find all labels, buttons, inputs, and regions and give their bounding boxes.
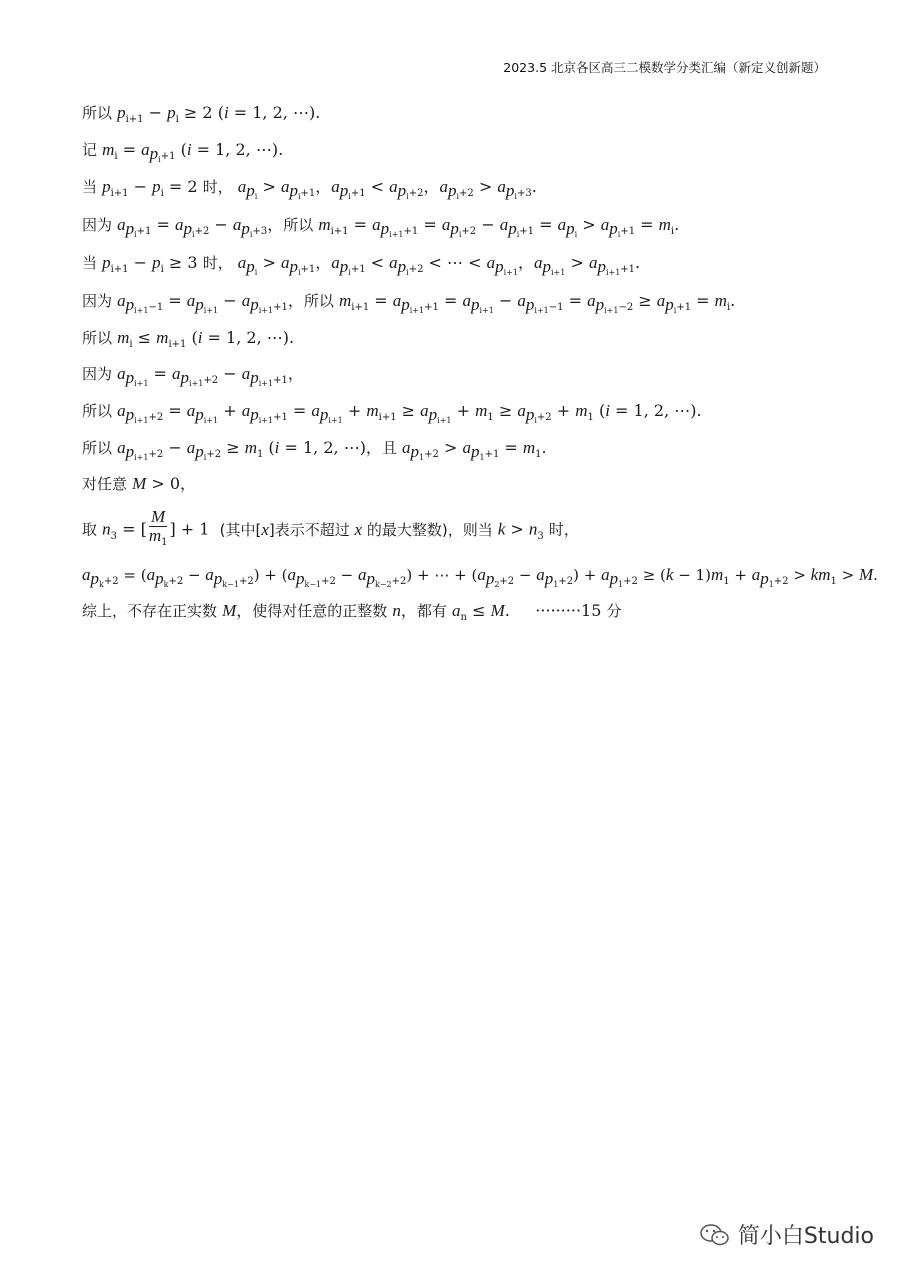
line-2: 记 $m_i = a_{p_i+1}$ (i = 1, 2, ⋯). bbox=[82, 140, 284, 165]
line-11: 对任意 M > 0， bbox=[82, 474, 197, 493]
page-header: 2023.5 北京各区高三二模数学分类汇编（新定义创新题） bbox=[503, 60, 826, 75]
line-9: 所以 $a_{p_{i+1}+2} = a_{p_{i+1}} + a_{p_{i+1}+1} = a_{p_{i+1}} + m_{i+1} \ge a_{p_{i+1}} + m_1 \ge a_{p_i+2} + m_1$ (i = 1, 2, ⋯). bbox=[82, 401, 702, 426]
line-7: 所以 $m_i \le m_{i+1}$ (i = 1, 2, ⋯). bbox=[82, 328, 295, 351]
watermark-text: 简小白Studio bbox=[737, 1224, 874, 1249]
line-12: 取 $n_3$ = [ $\frac{M}{m_1}$ ] + 1 (其中[x]表示不超过 x 的最大整数)，则当 $k > n_3$ 时， bbox=[82, 507, 579, 549]
line-14: 综上，不存在正实数 M，使得对任意的正整数 n，都有 $a_n \le M$. ·········15 分 bbox=[82, 601, 622, 624]
line-3: 当 $p_{i+1} - p_i = 2$ 时， $a_{p_i} > a_{p_i+1}$，$a_{p_i+1} < a_{p_i+2}$，$a_{p_i+2} > a_{p_i+3}$. bbox=[82, 177, 537, 202]
line-10: 所以 $a_{p_{i+1}+2} - a_{p_i+2} \ge m_1$ (i = 1, 2, ⋯)，且 $a_{p_1+2} > a_{p_1+1} = m_1$. bbox=[82, 438, 547, 463]
line-5: 当 $p_{i+1} - p_i \ge 3$ 时， $a_{p_i} > a_{p_i+1}$，$a_{p_i+1} < a_{p_i+2}$ < ⋯ < $a_{p_{i+1}}$，$a_{p_{i+1}} > a_{p_{i+1}+1}$. bbox=[82, 253, 641, 278]
line-6: 因为 $a_{p_{i+1}-1} = a_{p_{i+1}} - a_{p_{i+1}+1}$，所以 $m_{i+1} = a_{p_{i+1}+1} = a_{p_{i+1}} - a_{p_{i+1}-1} = a_{p_{i+1}-2} \ge a_{p_i+1} = m_i$. bbox=[82, 291, 736, 316]
line-4: 因为 $a_{p_i+1} = a_{p_i+2} - a_{p_i+3}$，所以 $m_{i+1} = a_{p_{i+1}+1} = a_{p_i+2} - a_{p_i+1} = a_{p_i} > a_{p_i+1} = m_i$. bbox=[82, 215, 680, 240]
wechat-icon bbox=[700, 1223, 730, 1247]
line-1: 所以 $p_{i+1} - p_i \ge 2$ (i = 1, 2, ⋯). bbox=[82, 103, 321, 126]
line-8: 因为 $a_{p_{i+1}} = a_{p_{i+1}+2} - a_{p_{i+1}+1}$， bbox=[82, 364, 304, 389]
line-13: $a_{p_k+2} = (a_{p_k+2} - a_{p_{k-1}+2}) + (a_{p_{k-1}+2} - a_{p_{k-2}+2})$ + ⋯ + $(a_{p_2+2} - a_{p_1+2}) + a_{p_1+2} \ge (k - 1)m_1 + a_{p_1+2} > km_1 > M$. bbox=[82, 565, 878, 589]
watermark bbox=[700, 1219, 874, 1250]
